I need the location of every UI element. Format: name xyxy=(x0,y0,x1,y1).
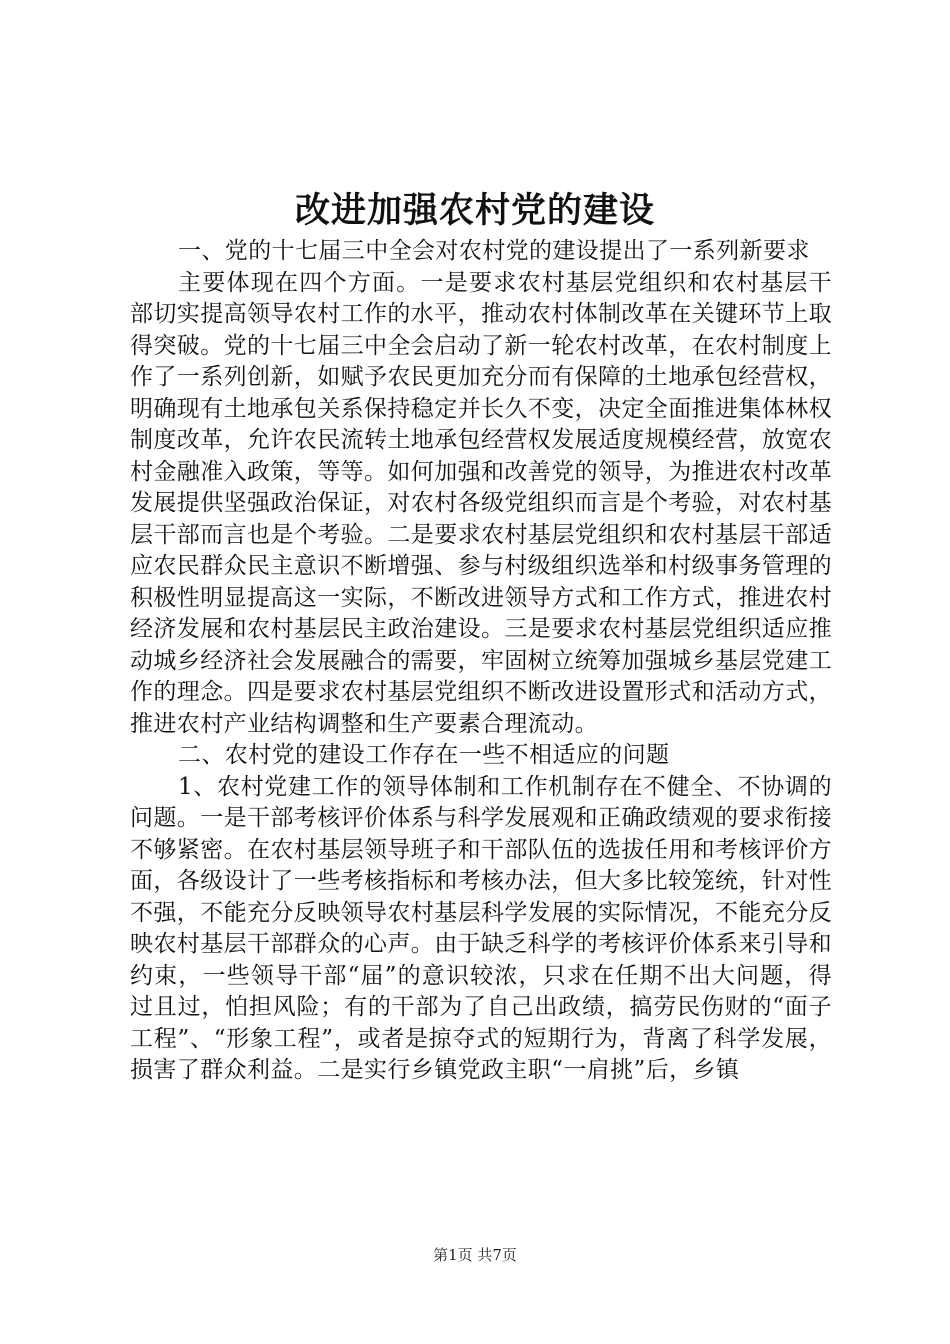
document-body xyxy=(130,236,832,1087)
section-heading-1: 一、党的十七届三中全会对农村党的建设提出了一系列新要求 xyxy=(178,238,810,264)
page-footer: 第1页 共7页 xyxy=(433,1246,517,1264)
section-heading-2: 二、农村党的建设工作存在一些不相适应的问题 xyxy=(178,742,670,768)
body-paragraph-2: 1、农村党建工作的领导体制和工作机制存在不健全、不协调的问题。一是干部考核评价体系与科学发展观和正确政绩观的要求衔接不够紧密。在农村基层领导班子和干部队伍的选拔任用和考核评价方面，各级设计了一些考核指标和考核办法，但大多比较笼统，针对性不强，不能充分反映领导农村基层科学发展的实际情况，不能充分反映农村基层干部群众的心声。由于缺乏科学的考核评价体系来引导和约束，一些领导干部“届”的意识较浓，只求在任期不出大问题，得过且过，怕担风险；有的干部为了自己出政绩，搞劳民伤财的“面子工程”、“形象工程”，或者是掠夺式的短期行为，背离了科学发展，损害了群众利益。二是实行乡镇党政主职“一肩挑”后，乡镇 xyxy=(130,773,832,1083)
body-paragraph-1: 主要体现在四个方面。一是要求农村基层党组织和农村基层干部切实提高领导农村工作的水平，推动农村体制改革在关键环节上取得突破。党的十七届三中全会启动了新一轮农村改革，在农村制度上作了一系列创新，如赋予农民更加充分而有保障的土地承包经营权，明确现有土地承包关系保持稳定并长久不变，决定全面推进集体林权制度改革，允许农民流转土地承包经营权发展适度规模经营，放宽农村金融准入政策，等等。如何加强和改善党的领导，为推进农村改革发展提供坚强政治保证，对农村各级党组织而言是个考验，对农村基层干部而言也是个考验。二是要求农村基层党组织和农村基层干部适应农民群众民主意识不断增强、参与村级组织选举和村级事务管理的积极性明显提高这一实际，不断改进领导方式和工作方式，推进农村经济发展和农村基层民主政治建设。三是要求农村基层党组织适应推动城乡经济社会发展融合的需要，牢固树立统筹加强城乡基层党建工作的理念。四是要求农村基层党组织不断改进设置形式和活动方式，推进农村产业结构调整和生产要素合理流动。 xyxy=(130,269,832,737)
document-title: 改进加强农村党的建设 xyxy=(294,190,655,231)
